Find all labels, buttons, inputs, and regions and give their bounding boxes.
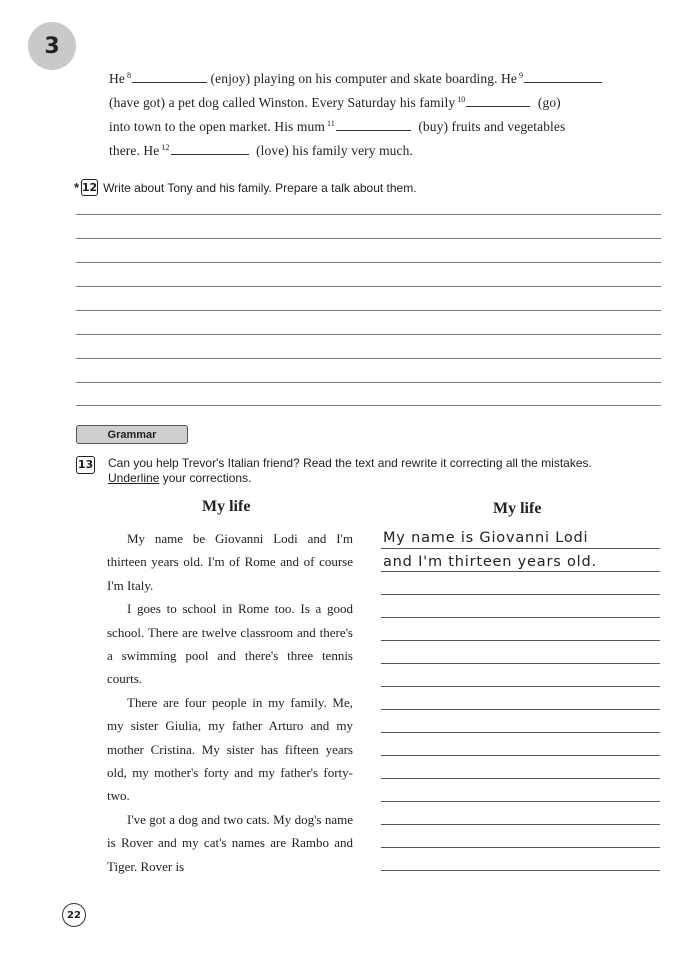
writing-line[interactable]	[76, 310, 661, 311]
unit-number-badge	[28, 22, 76, 70]
gap-blank-10[interactable]	[466, 94, 530, 107]
writing-line[interactable]	[76, 358, 661, 359]
section-tag-grammar	[76, 425, 188, 444]
gapfill-line-3	[109, 118, 565, 135]
exercise-13-number: 13	[76, 456, 95, 474]
rewrite-line[interactable]	[381, 548, 660, 549]
rewrite-line[interactable]	[381, 801, 660, 802]
text: there. He	[109, 143, 160, 158]
writing-line[interactable]	[76, 334, 661, 335]
exercise-12-instruction: Write about Tony and his family. Prepare a talk about them.	[103, 180, 417, 195]
gap-blank-12[interactable]	[171, 142, 249, 155]
text: (go)	[537, 95, 561, 110]
page-number-badge	[62, 903, 86, 927]
rewrite-line[interactable]	[381, 709, 660, 710]
text: (buy) fruits and vegetables	[418, 119, 566, 134]
text: into town to the open market. His mum	[109, 119, 325, 134]
paragraph: My name be Giovanni Lodi and I'm thirteen years old. I'm of Rome and of course I'm Italy.	[107, 531, 353, 593]
rewrite-line[interactable]	[381, 732, 660, 733]
instruction-text: your corrections.	[159, 471, 252, 485]
gapfill-line-1	[109, 70, 602, 87]
unit-number: 3	[44, 33, 60, 59]
gap-number: 12	[161, 142, 170, 152]
gapfill-line-2	[109, 94, 561, 111]
paragraph: I goes to school in Rome too. Is a good school. There are twelve classroom and there's a swimming pool and there's three tennis courts.	[107, 601, 353, 687]
text: (enjoy) playing on his computer and skate boarding. He	[210, 71, 517, 86]
rewrite-line[interactable]	[381, 847, 660, 848]
left-column-text	[107, 527, 353, 878]
page-number: 22	[67, 909, 81, 921]
writing-line[interactable]	[76, 238, 661, 239]
rewrite-line[interactable]	[381, 778, 660, 779]
rewrite-line[interactable]	[381, 571, 660, 572]
rewrite-line[interactable]	[381, 617, 660, 618]
writing-line[interactable]	[76, 214, 661, 215]
text: (love) his family very much.	[256, 143, 413, 158]
gap-number: 8	[126, 70, 132, 80]
handwritten-line: My name is Giovanni Lodi	[383, 530, 589, 546]
gap-number: 10	[457, 94, 466, 104]
instruction-text: Can you help Trevor's Italian friend? Read the text and rewrite it correcting all the mistakes.	[108, 456, 592, 470]
handwritten-line: and I'm thirteen years old.	[383, 554, 597, 570]
gap-blank-8[interactable]	[132, 70, 207, 83]
exercise-13-number-box	[76, 455, 95, 474]
rewrite-line[interactable]	[381, 870, 660, 871]
exercise-13-instruction	[108, 456, 668, 486]
right-column-title: My life	[493, 500, 542, 517]
paragraph: There are four people in my family. Me, my sister Giulia, my father Arturo and my mother Cristina. My sister has fifteen years old, my mother's forty and my father's forty-two.	[107, 694, 353, 804]
text: (have got) a pet dog called Winston. Every Saturday his family	[109, 95, 456, 110]
writing-line[interactable]	[76, 286, 661, 287]
star-marker: *	[74, 180, 80, 195]
paragraph: I've got a dog and two cats. My dog's name is Rover and my cat's names are Rambo and Tiger. Rover is	[107, 811, 353, 874]
writing-line[interactable]	[76, 382, 661, 383]
rewrite-line[interactable]	[381, 594, 660, 595]
gap-blank-9[interactable]	[524, 70, 602, 83]
left-column-title: My life	[202, 498, 251, 515]
writing-line[interactable]	[76, 262, 661, 263]
gapfill-line-4	[109, 142, 413, 159]
rewrite-line[interactable]	[381, 686, 660, 687]
exercise-12-header	[74, 179, 417, 196]
rewrite-line[interactable]	[381, 824, 660, 825]
rewrite-line[interactable]	[381, 755, 660, 756]
section-tag-label: Grammar	[107, 428, 157, 441]
gap-number: 9	[519, 70, 524, 80]
rewrite-line[interactable]	[381, 640, 660, 641]
gap-blank-11[interactable]	[336, 118, 411, 131]
text: He	[109, 71, 125, 86]
gap-number: 11	[326, 118, 335, 128]
rewrite-line[interactable]	[381, 663, 660, 664]
writing-line[interactable]	[76, 405, 661, 406]
instruction-underline-word: Underline	[108, 471, 160, 485]
exercise-12-number: 12	[81, 181, 98, 194]
